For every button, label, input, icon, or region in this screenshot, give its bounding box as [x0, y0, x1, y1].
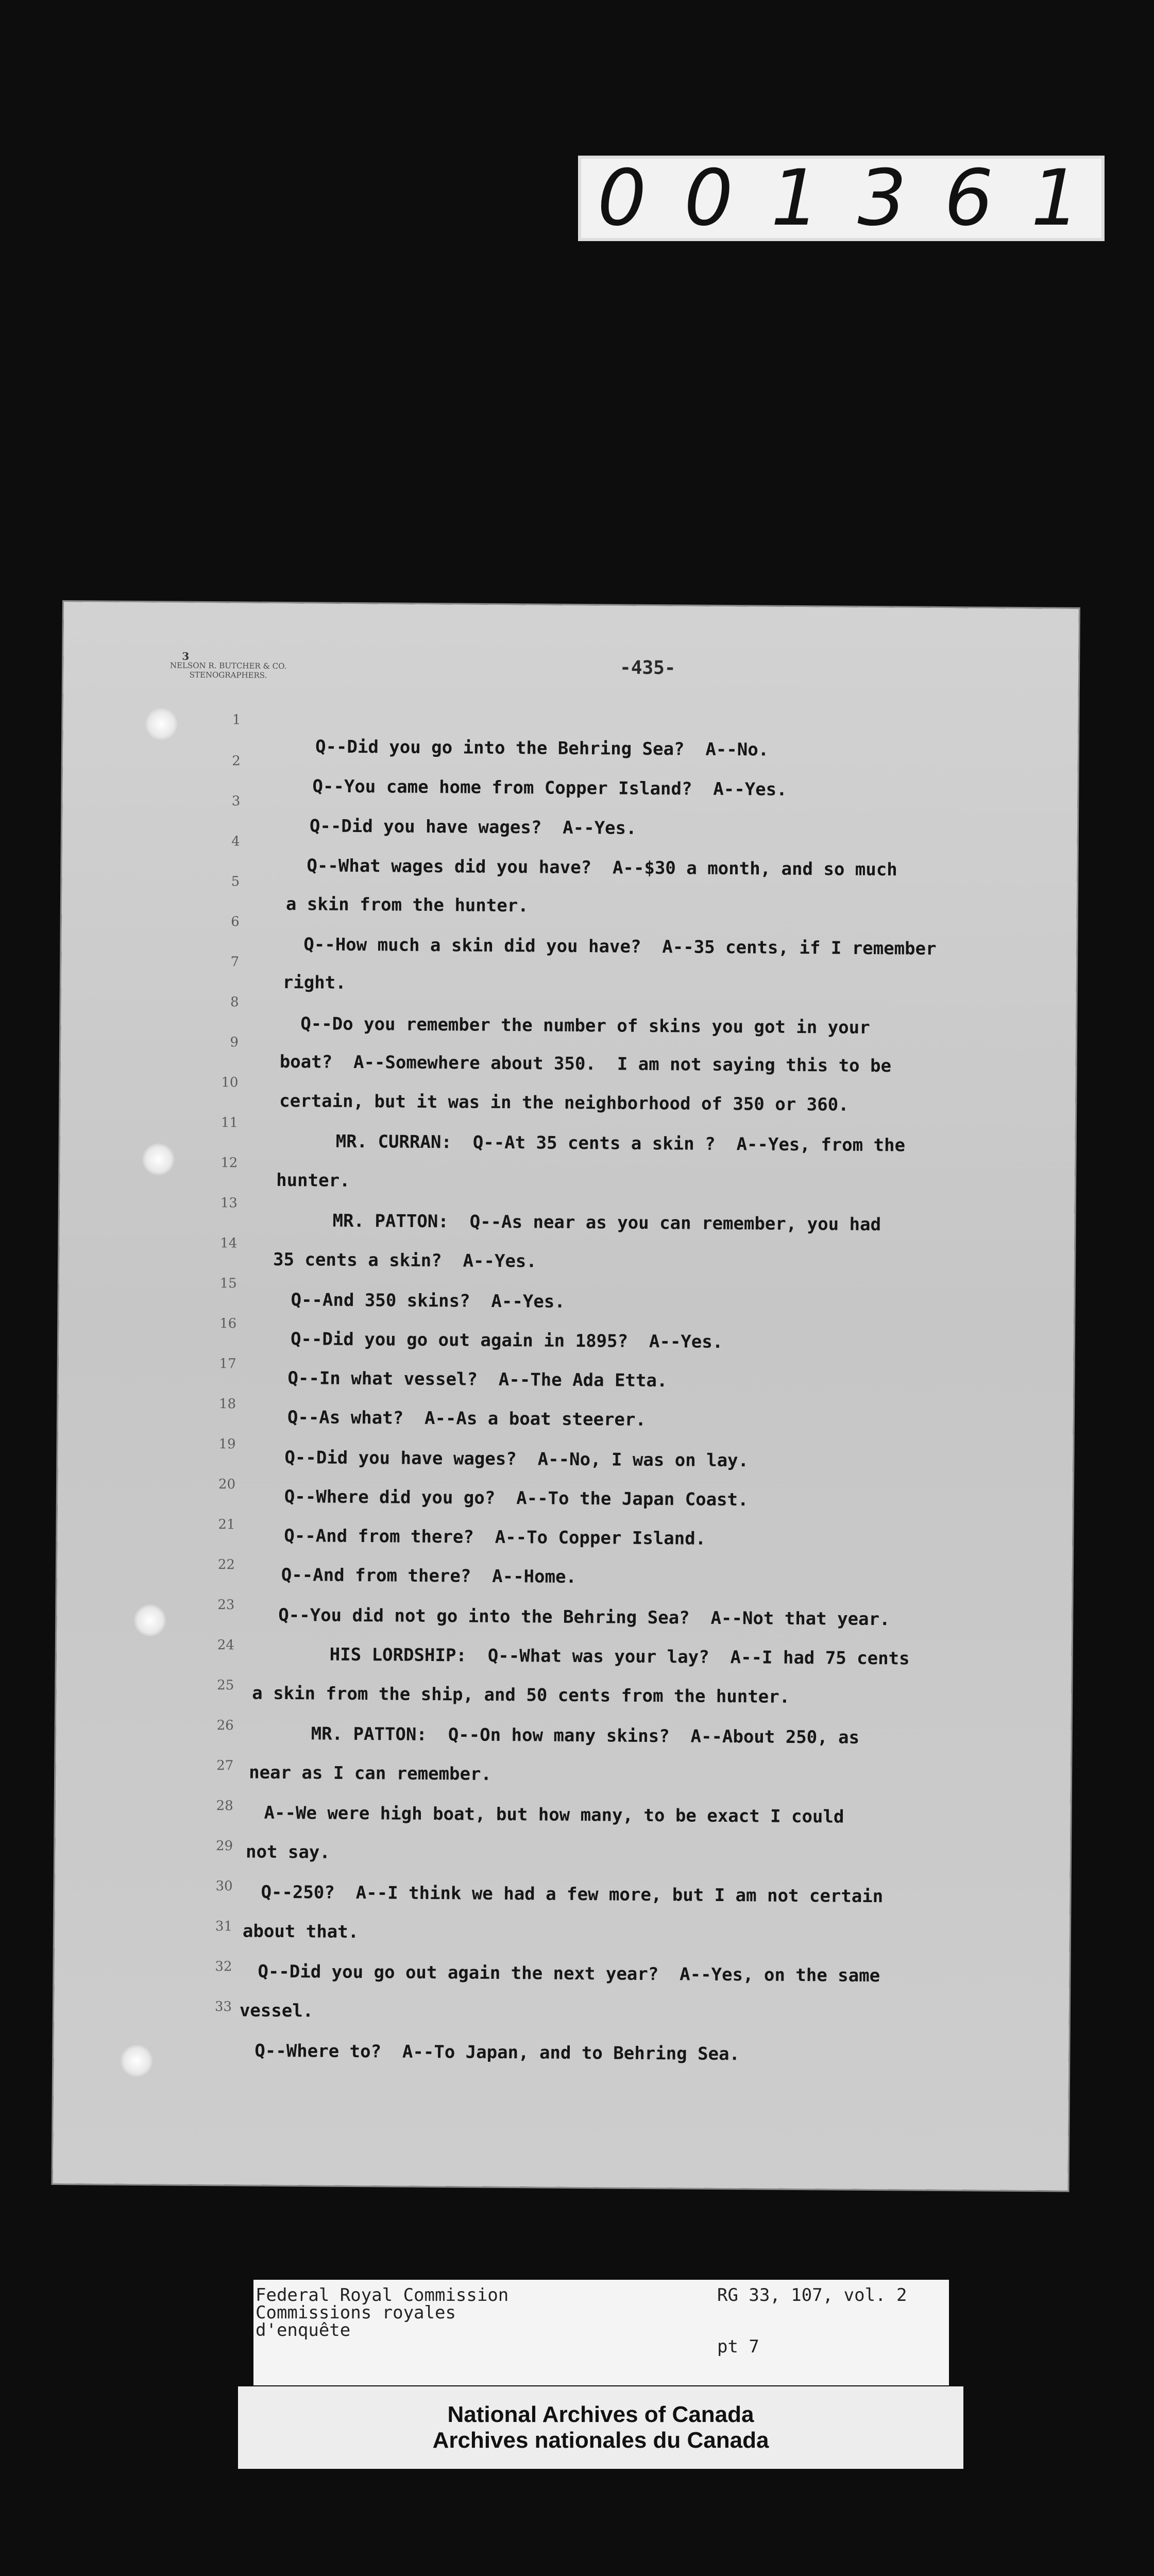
- line-number: 2: [232, 753, 241, 769]
- line-number: 5: [231, 874, 240, 890]
- catalog-fonds-fr: Commissions royales: [256, 2302, 456, 2323]
- archives-label: [238, 2386, 963, 2469]
- transcript-page: [53, 602, 1079, 2191]
- line-number: 25: [217, 1677, 234, 1693]
- transcript-line: A--We were high boat, but how many, to be exact I could: [264, 1802, 844, 1827]
- line-number: 10: [221, 1075, 239, 1091]
- line-number: 23: [217, 1597, 235, 1613]
- transcript-line: near as I can remember.: [249, 1762, 492, 1785]
- transcript-line: MR. PATTON: Q--As near as you can remember, you had: [332, 1210, 881, 1235]
- line-number: 28: [216, 1798, 233, 1814]
- transcript-line: a skin from the ship, and 50 cents from the hunter.: [252, 1683, 790, 1707]
- frame-digit: 1: [1031, 154, 1085, 243]
- line-number: 6: [231, 914, 240, 930]
- line-number: 12: [220, 1155, 238, 1171]
- transcript-line: Q--And from there? A--Home.: [281, 1564, 577, 1587]
- transcript-line: Q--In what vessel? A--The Ada Etta.: [287, 1368, 668, 1392]
- line-number: 16: [219, 1316, 237, 1332]
- frame-digit: 0: [597, 154, 652, 243]
- line-number: 9: [230, 1035, 239, 1050]
- line-number: 8: [230, 994, 239, 1010]
- transcript-line: MR. CURRAN: Q--At 35 cents a skin ? A--Yes, from the: [335, 1131, 906, 1156]
- line-number: 27: [216, 1758, 234, 1774]
- transcript-line: Q--And from there? A--To Copper Island.: [284, 1526, 706, 1549]
- transcript-line: not say.: [245, 1841, 330, 1863]
- line-number: 21: [218, 1517, 235, 1533]
- transcript-line: Q--Did you go into the Behring Sea? A--No.: [315, 736, 769, 760]
- line-number: 15: [219, 1276, 237, 1292]
- catalog-reference: RG 33, 107, vol. 2: [717, 2285, 907, 2306]
- transcript-line: Q--Did you have wages? A--No, I was on lay.: [284, 1447, 749, 1471]
- line-number: 30: [215, 1878, 233, 1894]
- transcript-line: about that.: [242, 1921, 359, 1943]
- line-number: 11: [220, 1115, 239, 1131]
- transcript-line: Q--250? A--I think we had a few more, but I am not certain: [261, 1882, 884, 1907]
- transcript-line: Q--Did you go out again in 1895? A--Yes.: [290, 1329, 723, 1352]
- line-number: 13: [220, 1195, 237, 1211]
- line-number: 1: [232, 712, 241, 728]
- frame-digit: 3: [857, 154, 912, 243]
- frame-digit: 6: [944, 154, 999, 243]
- stenographer-name: NELSON R. BUTCHER & CO.: [169, 660, 287, 671]
- transcript-line: Q--How much a skin did you have? A--35 cents, if I remember: [303, 934, 937, 959]
- transcript-line: Q--And 350 skins? A--Yes.: [291, 1290, 565, 1312]
- transcript-line: Q--Do you remember the number of skins you got in your: [300, 1013, 870, 1038]
- microfilm-frame-number: [578, 156, 1105, 241]
- stenographer-mark: 3: [182, 650, 190, 663]
- line-number: 18: [218, 1396, 236, 1412]
- line-number: 22: [217, 1557, 235, 1573]
- transcript-body: [53, 602, 1079, 2191]
- transcript-line: certain, but it was in the neighborhood of 350 or 360.: [279, 1090, 849, 1115]
- transcript-line: 35 cents a skin? A--Yes.: [273, 1249, 537, 1272]
- line-number: 24: [217, 1637, 234, 1653]
- transcript-line: HIS LORDSHIP: Q--What was your lay? A--I had 75 cents: [329, 1644, 910, 1669]
- transcript-line: Q--As what? A--As a boat steerer.: [287, 1407, 647, 1430]
- transcript-line: Q--Did you have wages? A--Yes.: [309, 816, 637, 839]
- line-number: 19: [218, 1436, 236, 1452]
- line-number: 4: [231, 834, 240, 850]
- line-number: 3: [231, 793, 241, 809]
- transcript-line: Q--Where to? A--To Japan, and to Behring Sea.: [254, 2040, 740, 2065]
- line-number: 14: [220, 1235, 237, 1251]
- stenographer-title: STENOGRAPHERS.: [189, 670, 267, 680]
- transcript-line: Q--Where did you go? A--To the Japan Coast.: [284, 1486, 749, 1511]
- line-number: 33: [214, 1999, 232, 2015]
- transcript-line: Q--What wages did you have? A--$30 a month, and so much: [307, 855, 897, 880]
- archives-name-fr: Archives nationales du Canada: [432, 2428, 769, 2453]
- transcript-line: boat? A--Somewhere about 350. I am not saying this to be: [279, 1051, 892, 1077]
- archives-name-en: National Archives of Canada: [447, 2402, 754, 2427]
- line-number: 26: [216, 1718, 234, 1734]
- transcript-line: Q--You did not go into the Behring Sea? A--Not that year.: [278, 1604, 890, 1630]
- page-number: -435-: [619, 657, 676, 679]
- line-number: 17: [219, 1356, 236, 1372]
- catalog-fonds-fr-cont: d'enquête: [256, 2320, 351, 2341]
- transcript-line: MR. PATTON: Q--On how many skins? A--About 250, as: [311, 1723, 860, 1748]
- transcript-line: a skin from the hunter.: [285, 894, 529, 917]
- catalog-fonds-en: Federal Royal Commission: [256, 2285, 509, 2306]
- line-number: 7: [230, 954, 240, 970]
- transcript-line: Q--You came home from Copper Island? A--Yes.: [312, 776, 787, 800]
- line-number: 29: [215, 1838, 233, 1854]
- transcript-line: vessel.: [239, 2000, 314, 2022]
- transcript-line: hunter.: [276, 1170, 350, 1191]
- line-number: 31: [215, 1919, 233, 1935]
- catalog-label: [253, 2280, 949, 2385]
- transcript-line: right.: [282, 972, 346, 993]
- line-number: 32: [215, 1959, 232, 1975]
- frame-digit: 0: [684, 154, 739, 243]
- frame-digit: 1: [771, 154, 825, 243]
- catalog-part: pt 7: [717, 2336, 759, 2357]
- transcript-line: Q--Did you go out again the next year? A--Yes, on the same: [258, 1961, 880, 1987]
- line-number: 20: [218, 1477, 236, 1493]
